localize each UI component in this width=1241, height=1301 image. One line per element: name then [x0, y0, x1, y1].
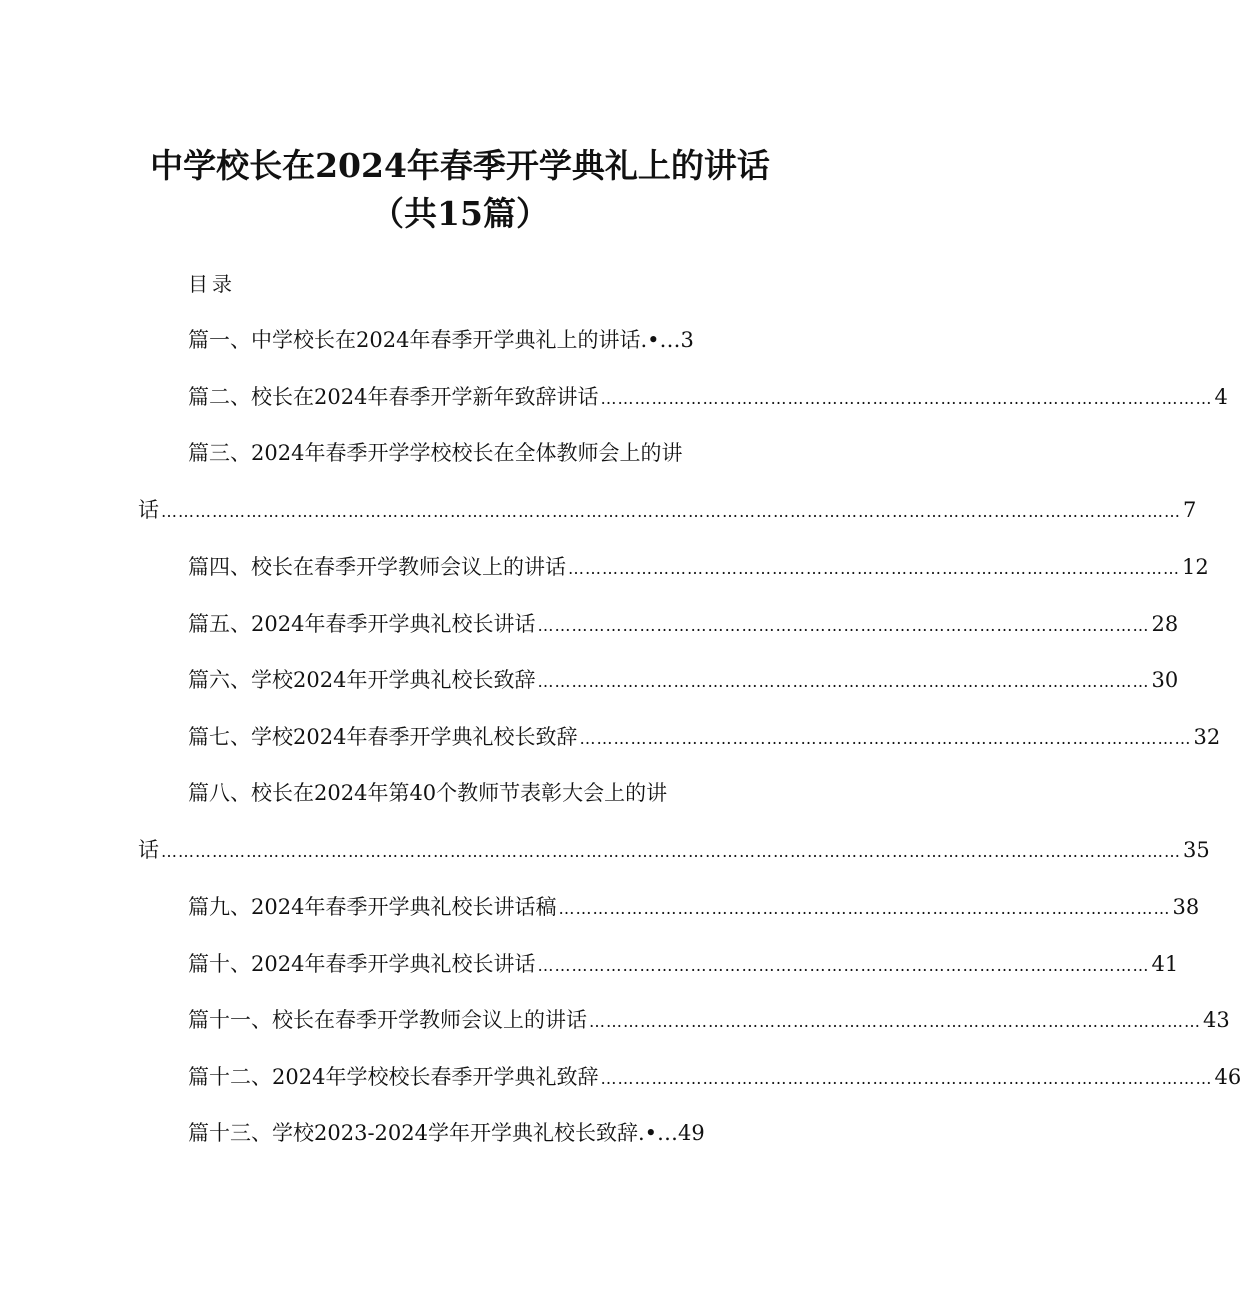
document-title: 中学校长在2024年春季开学典礼上的讲话	[150, 146, 770, 185]
toc-leader: ………………………………………………………………………………………………	[558, 899, 1171, 918]
toc-leader: ………………………………………………………………………………………………	[537, 616, 1150, 635]
toc-entry-7[interactable]	[188, 721, 1221, 751]
toc-entry-text-continued: 话	[138, 838, 159, 862]
toc-entry-2[interactable]	[188, 381, 1228, 411]
toc-entry-6[interactable]	[188, 664, 1179, 694]
toc-entry-page: 28	[1151, 612, 1179, 636]
toc-entry-page: 7	[1183, 498, 1197, 522]
toc-entry-text: 篇五、2024年春季开学典礼校长讲话	[188, 612, 536, 636]
toc-entry-page: 46	[1214, 1065, 1241, 1089]
toc-entry-8[interactable]	[188, 777, 667, 807]
toc-leader: ………………………………………………………………………………………………	[537, 956, 1150, 975]
toc-leader: ………………………………………………………………………………………………	[579, 729, 1192, 748]
toc-entry-13[interactable]	[188, 1117, 705, 1147]
toc-entry-page: 12	[1182, 555, 1209, 579]
toc-entry-text: 篇一、中学校长在2024年春季开学典礼上的讲话.•…	[188, 328, 681, 352]
toc-leader: ………………………………………………………………………………………………	[600, 389, 1213, 408]
toc-entry-10[interactable]	[188, 948, 1179, 978]
toc-entry-page: 49	[678, 1121, 705, 1145]
toc-entry-3-continued[interactable]	[138, 494, 1197, 524]
toc-entry-text: 篇八、校长在2024年第40个教师节表彰大会上的讲	[188, 781, 668, 805]
toc-entry-page: 3	[680, 328, 694, 352]
toc-entry-page: 43	[1203, 1008, 1230, 1032]
toc-leader: ………………………………………………………………………………………………	[537, 672, 1150, 691]
toc-entry-page: 38	[1172, 895, 1200, 919]
toc-entry-1[interactable]	[188, 324, 694, 354]
toc-entry-text-continued: 话	[138, 498, 159, 522]
toc-entry-text: 篇十一、校长在春季开学教师会议上的讲话	[188, 1008, 587, 1032]
toc-entry-text: 篇六、学校2024年开学典礼校长致辞	[188, 668, 536, 692]
toc-leader: ………………………………………………………………………………………………………………………………………………………………	[161, 502, 1181, 521]
toc-leader: ………………………………………………………………………………………………	[589, 1012, 1201, 1031]
toc-leader: ………………………………………………………………………………………………	[600, 1069, 1213, 1088]
toc-entry-page: 35	[1183, 838, 1210, 862]
toc-leader: ………………………………………………………………………………………………………………………………………………………………	[161, 842, 1181, 861]
toc-entry-text: 篇十二、2024年学校校长春季开学典礼致辞	[188, 1065, 599, 1089]
toc-entry-11[interactable]	[188, 1004, 1230, 1034]
toc-entry-3[interactable]	[188, 437, 682, 467]
toc-entry-4[interactable]	[188, 551, 1209, 581]
toc-entry-page: 41	[1151, 952, 1179, 976]
toc-leader: ………………………………………………………………………………………………	[568, 559, 1180, 578]
toc-entry-text: 篇三、2024年春季开学学校校长在全体教师会上的讲	[188, 441, 683, 465]
toc-entry-page: 30	[1151, 668, 1179, 692]
toc-entry-page: 4	[1214, 385, 1228, 409]
toc-entry-8-continued[interactable]	[138, 834, 1210, 864]
toc-entry-text: 篇十、2024年春季开学典礼校长讲话	[188, 952, 536, 976]
document-subtitle: （共15篇）	[371, 194, 549, 233]
toc-entry-text: 篇九、2024年春季开学典礼校长讲话稿	[188, 895, 557, 919]
toc-heading: 目录	[188, 272, 236, 296]
toc-entry-page: 32	[1193, 725, 1221, 749]
toc-entry-9[interactable]	[188, 891, 1200, 921]
toc-entry-12[interactable]	[188, 1061, 1241, 1091]
toc-entry-text: 篇四、校长在春季开学教师会议上的讲话	[188, 555, 566, 579]
toc-entry-5[interactable]	[188, 608, 1179, 638]
toc-entry-text: 篇二、校长在2024年春季开学新年致辞讲话	[188, 385, 599, 409]
toc-entry-text: 篇七、学校2024年春季开学典礼校长致辞	[188, 725, 578, 749]
toc-entry-text: 篇十三、学校2023-2024学年开学典礼校长致辞.•…	[188, 1121, 679, 1145]
